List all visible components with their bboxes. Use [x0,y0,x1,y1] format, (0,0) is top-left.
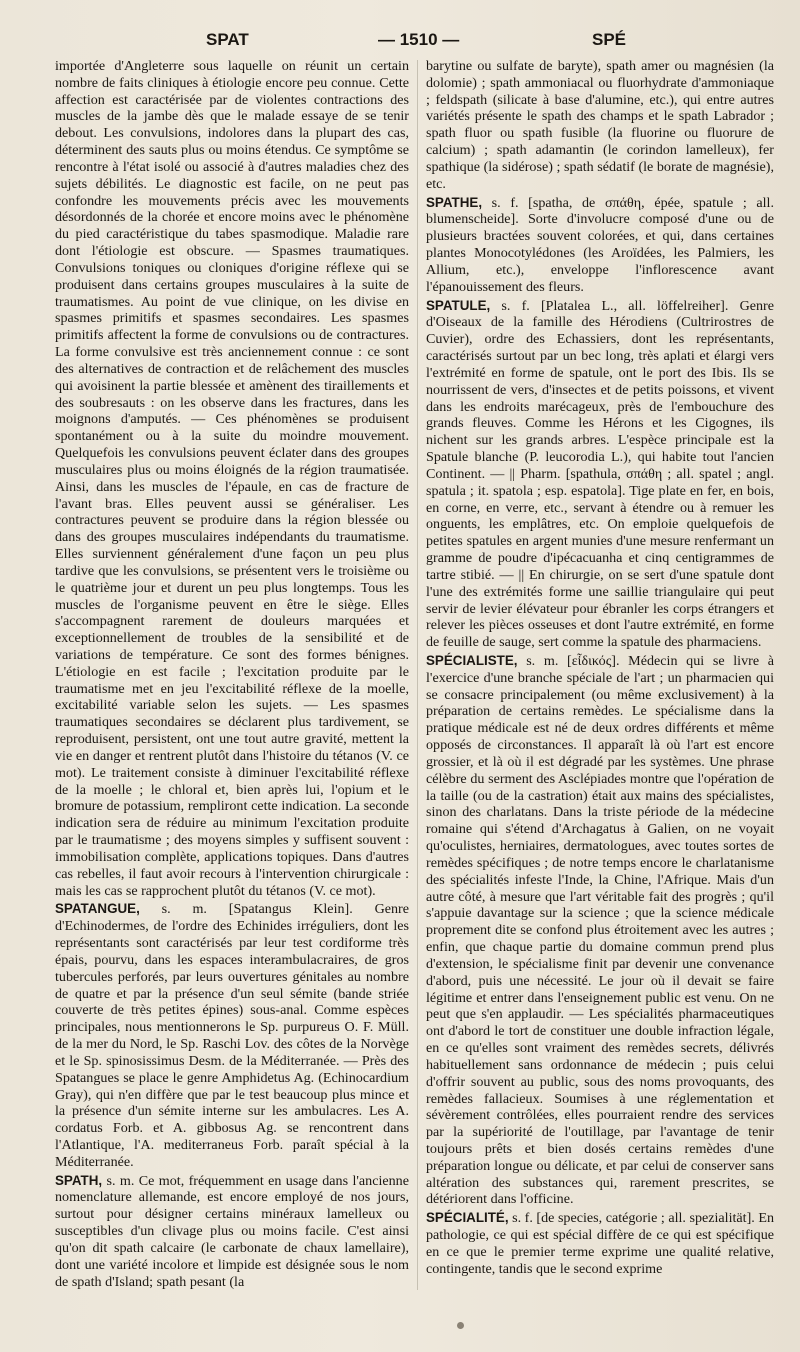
entry-paragraph [426,58,774,193]
entry-text: s. f. [spatha, de σπάθη, épée, spatule ; all. blumenscheide]. Sorte d'involucre composé d'une ou de plusieurs bractées souvent colorées, et qui, dans certaines plantes Monocotylédones (les Aroïdées, les Palmiers, les Allium, etc.), enveloppe l'inflorescence avant l'épanouissement des fleurs. [426,194,774,295]
entry-text: s. m. [εἶδικός]. Médecin qui se livre à l'exercice d'une branche spéciale de l'art ; un pharmacien qui se consacre principalement (ou même exclusivement) à la préparation de certains remèdes. Le spécialisme dans la pratique médicale est né de deux ordres différents et même opposés de circonstances. Il apparaît là où l'art est encore grossier, et là où il est dégradé par les systèmes. Une phrase célèbre du serment des Asclépiades montre que l'opération de la taille (ou de la castration) était aux mains des spécialistes, sinon des charlatans. Dans la triste période de la médecine romaine qui s'étend d'Archagatus à Galien, on ne voyait qu'oculistes, herniaires, dermatologues, avec toutes sortes de remèdes spécifiques ; de notre temps encore le charlatanisme des spécialités infeste l'Inde, la Chine, l'Afrique. Mais d'un autre côté, à mesure que l'art véritable fait des progrès ; qu'il s'appuie davantage sur la science ; que la science médicale proprement dite se confond plus étroitement avec les autres ; enfin, que chaque partie du domaine commun prend plus d'extension, le spécialisme finit par devenir une convenance d'abord, puis une nécessité. Le jour où il devait se faire légitime et entrer dans l'enseignement public est venu. On ne peut que s'en applaudir. — Les spécialités pharmaceutiques ont d'abord le tort de constituer une double infraction légale, en ce qu'elles sont vraiment des remèdes secrets, délivrés habituellement sans ordonnance de médecin ; puis celui d'offrir souvent au public, sous des noms provoquants, des remèdes fallacieux. Soumises à une réglementation et sévèrement contrôlées, elles pourraient rendre des services par la supériorité de l'outillage, par l'avantage de tenir toujours prêts et bien dosés certains remèdes d'une préparation longue ou délicate, et par celui de conserver sans altération des substances qui, rarement prescrites, se détériorent dans l'officine. [426,652,774,1208]
running-head [0,30,800,56]
entry-headword: SPÉCIALITÉ, [426,1210,509,1226]
right-column [426,58,774,1278]
running-head-right: SPÉ [592,30,627,49]
running-head-left: SPAT [206,30,249,49]
entry-headword: SPATHE, [426,194,483,210]
entry-paragraph [426,298,774,651]
entry-paragraph [55,1173,409,1291]
page-mark-dot [457,1322,464,1329]
entry-paragraph [55,901,409,1170]
left-column [55,58,409,1290]
entry-headword: SPÉCIALISTE, [426,652,518,668]
entry-headword: SPATH, [55,1172,103,1188]
column-divider [417,60,418,1290]
entry-paragraph [426,1210,774,1277]
entry-headword: SPATULE, [426,297,491,313]
entry-text: s. m. Ce mot, fréquemment en usage dans l'ancienne nomenclature allemande, est encore employé de nos jours, surtout pour désigner certains minéraux lamelleux ou susceptibles d'un clivage plus ou moins facile. C'est ainsi qu'on dit spath calcaire (le carbonate de chaux lamellaire), dont une variété incolore et limpide est désignée sous le nom de spath d'Island; spath pesant (la [55,1172,409,1290]
entry-paragraph [55,58,409,899]
entry-paragraph [426,653,774,1208]
entry-headword: SPATANGUE, [55,901,140,917]
entry-text: s. f. [Platalea L., all. löffelreiher]. Genre d'Oiseaux de la famille des Hérodiens (Cultrirostres de Cuvier), ordre des Echassiers, dont les représentants, caractérisés surtout par un bec long, très aplati et élargi vers l'extrémité en forme de spatule, ont le port des Ibis. Ils se nourrissent de vers, d'insectes et de petits poissons, et vivent dans les endroits marécageux, près de l'embouchure des grands fleuves. Comme les Hérons et les Cigognes, ils nichent sur les grands arbres. L'espèce principale est la Spatule blanche (P. leucorodia L.), qui habite tout l'ancien Continent. — || Pharm. [spathula, σπάθη ; all. spatel ; angl. spatula ; it. spatola ; esp. espatola]. Tige plate en fer, en bois, en corne, en verre, etc., servant à étendre ou à remuer les onguents, les emplâtres, etc. On emploie quelquefois de petites spatules en argent munies d'une mesure renfermant un gramme de poudre d'ipécacuanha et cinq centigrammes de tartre stibié. — || En chirurgie, on se sert d'une spatule dont l'une des extrémités forme une saillie triangulaire qui peut servir de levier élévateur pour ébranler les corps étrangers et relever les pièces osseuses et dont l'autre extrémité, en forme de feuille de sauge, sert comme la spatule des pharmaciens. [426,297,774,651]
page-number: — 1510 — [378,30,460,49]
entry-paragraph [426,195,774,296]
entry-text: s. f. [de species, catégorie ; all. spezialität]. En pathologie, ce qui est spécial diffère de ce qui est spécifique en ce que le premier terme exprime une qualité relative, contingente, tandis que le second exprime [426,1210,774,1277]
entry-text: s. m. [Spatangus Klein]. Genre d'Echinodermes, de l'ordre des Echinides irréguliers, dont les représentants sont caractérisés par leur test cordiforme très épais, pourvu, dans les espaces interambulacraires, de gros tubercules perforés, par leurs ouvertures génitales au nombre de quatre et par la présence d'un seul sémite (bande striée couverte de très petites épines) sous-anal. Comme espèces principales, nous mentionnerons le Sp. purpureus O. F. Müll. de la mer du Nord, le Sp. Raschi Lov. des côtes de la Norvège et le Sp. spinosissimus Desm. de la Méditerranée. — Près des Spatangues se place le genre Amphidetus Ag. (Echinocardium Gray), qui n'en diffère que par le test beaucoup plus mince et la présence d'un sémite interne sur les ambulacres. Les A. cordatus Forb. et A. gibbosus Ag. se rencontrent dans l'Atlantique, l'A. mediterraneus Forb. paraît spécial à la Méditerranée. [55,901,409,1170]
entry-text: barytine ou sulfate de baryte), spath amer ou magnésien (la dolomie) ; spath ammoniacal ou fluorhydrate d'ammoniaque ; feldspath (silicate à base d'alumine, etc.), qui entre autres variétés présente le spath des champs et le spath Labrador ; spath fluor ou spath fusible (la fluorine ou fluorure de calcium) ; spath adamantin (le corindon lamelleux), fer spathique (la sidérose) ; spath sédatif (le borate de magnésie), etc. [426,58,774,192]
entry-text: importée d'Angleterre sous laquelle on réunit un certain nombre de faits cliniques à étiologie encore peu connue. Cette affection est caractérisée par de violentes contractions des muscles de la jambe dès que le malade essaye de se tenir debout. Les convulsions, indolores dans la plupart des cas, déterminent des sauts plus ou moins étendus. Ce symptôme se rencontre à l'état isolé ou associé à d'autres maladies chez des sujets débilités. Le diagnostic est facile, on ne peut pas confondre les mouvements précis avec les mouvements désordonnés de la chorée et encore moins avec le phénomène du pied caractéristique du tabes spasmodique. Maladie rare dont l'étiologie est obscure. — Spasmes traumatiques. Convulsions toniques ou cloniques d'origine réflexe qui se produisent dans certains groupes musculaires à la suite de traumatismes. Au point de vue clinique, on les divise en spasmes primitifs et spasmes secondaires. Les spasmes primitifs affectent la forme de convulsions ou de contractures. La forme convulsive est très anciennement connue : ce sont des alternatives de contraction et de relâchement des muscles qui avoisinent la partie blessée et amènent des tiraillements et des soubresauts : on les observe dans les fractures, dans les moignons d'amputés. — Ces phénomènes se produisent spontanément ou à la suite du moindre mouvement. Quelquefois les convulsions peuvent éclater dans des groupes musculaires plus ou moins éloignés de la région traumatisée. Ainsi, dans les muscles de l'épaule, en cas de fracture de l'avant bras. Elles peuvent aussi se généraliser. Les contractures peuvent se produire dans la région blessée ou dans des groupes musculaires indépendants du traumatisme. Elles surviennent généralement d'une façon un peu plus tardive que les convulsions, se présentent vers le troisième ou le quatrième jour et durent un peu plus longtemps. Tous les muscles de l'organisme peuvent en être le siège. Elles s'accompagnent rarement de douleurs marquées et exceptionnellement de troubles de la sensibilité et de variations de température. Ce sont des formes bénignes. L'étiologie en est facile ; l'excitation produite par le traumatisme met en jeu l'excitabilité réflexe de la moelle, excitabilité variable selon les sujets. — Les spasmes traumatiques secondaires se déclarent plus tardivement, se reproduisent, persistent, ont une tout autre gravité, mettent la vie en danger et rentrent plutôt dans l'histoire du tétanos (V. ce mot). Le traitement consiste à diminuer l'excitabilité réflexe de la moelle ; le chloral et, bien après lui, l'opium et le bromure de potassium, rempliront cette indication. La seconde indication sera de réduire au minimum l'excitation produite par le traumatisme ; des moyens simples y suffisent souvent : immobilisation complète, applications topiques. Dans d'autres cas rebelles, il faut avoir recours à l'intervention chirurgicale : mais les cas se rapprochent plutôt du tétanos (V. ce mot). [55,58,409,899]
